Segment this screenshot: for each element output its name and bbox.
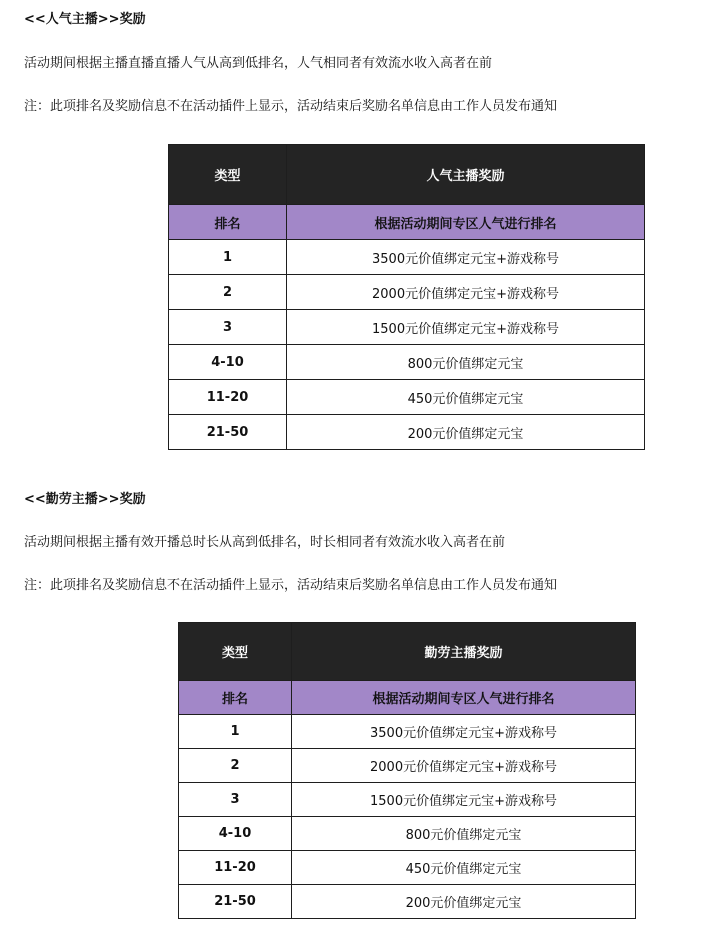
rank-cell: 2 xyxy=(179,749,292,783)
rank-cell: 3 xyxy=(169,310,287,345)
subheader-rank-cell: 排名 xyxy=(179,681,292,715)
section-description-popularity: 活动期间根据主播直播直播人气从高到低排名，人气相同者有效流水收入高者在前 xyxy=(24,56,493,71)
rank-cell: 4-10 xyxy=(169,345,287,380)
section-description-diligence: 活动期间根据主播有效开播总时长从高到低排名，时长相同者有效流水收入高者在前 xyxy=(24,535,506,550)
popularity-reward-table xyxy=(168,144,645,450)
rank-cell: 2 xyxy=(169,275,287,310)
table-row xyxy=(179,749,636,783)
rank-cell: 1 xyxy=(179,715,292,749)
table-row xyxy=(169,240,645,275)
table-row xyxy=(179,851,636,885)
table-row xyxy=(179,817,636,851)
table-row xyxy=(169,275,645,310)
table-row xyxy=(169,380,645,415)
reward-cell: 450元价值绑定元宝 xyxy=(292,851,636,885)
section-note-popularity: 注：此项排名及奖励信息不在活动插件上显示，活动结束后奖励名单信息由工作人员发布通知 xyxy=(24,99,558,114)
subheader-rank-cell: 排名 xyxy=(169,205,287,240)
header-reward-cell: 人气主播奖励 xyxy=(287,145,645,205)
reward-cell: 3500元价值绑定元宝+游戏称号 xyxy=(292,715,636,749)
section-heading-popularity: <<人气主播>>奖励 xyxy=(24,12,146,27)
header-reward-cell: 勤劳主播奖励 xyxy=(292,623,636,681)
rank-cell: 1 xyxy=(169,240,287,275)
subheader-rule-cell: 根据活动期间专区人气进行排名 xyxy=(287,205,645,240)
table-subheader-row xyxy=(179,681,636,715)
table-row xyxy=(169,415,645,450)
reward-cell: 3500元价值绑定元宝+游戏称号 xyxy=(287,240,645,275)
table-header-row xyxy=(169,145,645,205)
table-row xyxy=(169,345,645,380)
reward-cell: 200元价值绑定元宝 xyxy=(287,415,645,450)
reward-cell: 2000元价值绑定元宝+游戏称号 xyxy=(292,749,636,783)
reward-cell: 450元价值绑定元宝 xyxy=(287,380,645,415)
section-heading-diligence: <<勤劳主播>>奖励 xyxy=(24,492,146,507)
rank-cell: 11-20 xyxy=(169,380,287,415)
rank-cell: 21-50 xyxy=(179,885,292,919)
reward-cell: 200元价值绑定元宝 xyxy=(292,885,636,919)
section-note-diligence: 注：此项排名及奖励信息不在活动插件上显示，活动结束后奖励名单信息由工作人员发布通知 xyxy=(24,578,558,593)
reward-cell: 800元价值绑定元宝 xyxy=(287,345,645,380)
table-row xyxy=(169,310,645,345)
table-row xyxy=(179,783,636,817)
reward-cell: 2000元价值绑定元宝+游戏称号 xyxy=(287,275,645,310)
diligence-reward-table xyxy=(178,622,636,919)
rank-cell: 4-10 xyxy=(179,817,292,851)
subheader-rule-cell: 根据活动期间专区人气进行排名 xyxy=(292,681,636,715)
header-type-cell: 类型 xyxy=(169,145,287,205)
rank-cell: 21-50 xyxy=(169,415,287,450)
rank-cell: 3 xyxy=(179,783,292,817)
table-row xyxy=(179,885,636,919)
reward-cell: 1500元价值绑定元宝+游戏称号 xyxy=(287,310,645,345)
reward-cell: 800元价值绑定元宝 xyxy=(292,817,636,851)
reward-cell: 1500元价值绑定元宝+游戏称号 xyxy=(292,783,636,817)
table-subheader-row xyxy=(169,205,645,240)
table-row xyxy=(179,715,636,749)
rank-cell: 11-20 xyxy=(179,851,292,885)
table-header-row xyxy=(179,623,636,681)
header-type-cell: 类型 xyxy=(179,623,292,681)
